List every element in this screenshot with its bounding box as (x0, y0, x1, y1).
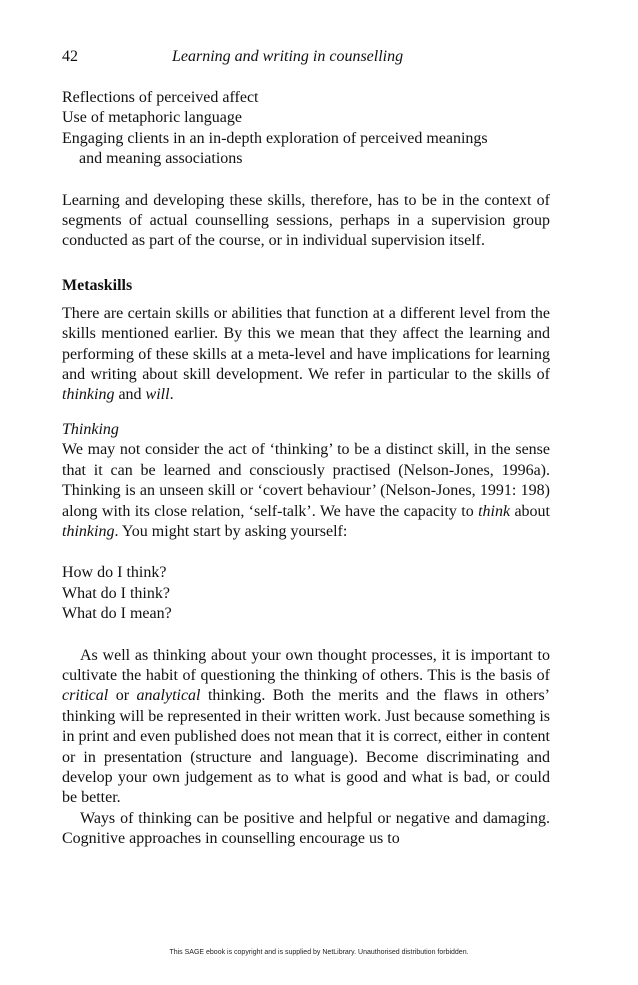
emphasis-thinking: thinking (62, 522, 115, 540)
question-item: What do I mean? (62, 605, 172, 623)
text-run: about (510, 502, 551, 520)
question-list (62, 563, 550, 624)
book-page (62, 40, 550, 850)
emphasis-thinking: thinking (62, 386, 115, 404)
text-run: or (108, 687, 137, 705)
paragraph-metaskills (62, 304, 550, 406)
list-item: Engaging clients in an in-depth exploration of perceived meanings (62, 129, 488, 147)
text-run: As well as thinking about your own thought processes, it is important to cultivate the habit of questioning the thinking of others. This is the basis of (62, 646, 550, 684)
list-item: Reflections of perceived affect (62, 89, 259, 106)
text-run: . (169, 386, 174, 404)
text-run: thinking. Both the merits and the flaws in others’ thinking will be represented in their written work. Just because something is in print and even published does not mean that it is correct, either in content or in presentation (structure and language). Become discriminating and develop your own judgement as to what is good and what is bad, or could be better. (62, 687, 551, 807)
page-header (62, 40, 550, 74)
question-item: What do I think? (62, 584, 170, 602)
running-title: Learning and writing in counselling (172, 48, 404, 65)
paragraph-ways-of-thinking: Ways of thinking can be positive and helpful or negative and damaging. Cognitive approaches in counselling encourage us to (62, 809, 550, 848)
text-run: and (114, 386, 146, 404)
list-item-continuation: and meaning associations (79, 150, 243, 168)
skills-list (62, 88, 550, 170)
text-run: . You might start by asking yourself: (114, 522, 348, 540)
copyright-footer: This SAGE ebook is copyright and is supplied by NetLibrary. Unauthorised distribution forbidden. (169, 949, 469, 956)
page-number: 42 (62, 48, 78, 65)
emphasis-analytical: analytical (136, 687, 201, 705)
paragraph-thinking (62, 440, 550, 542)
subheading-thinking: Thinking (62, 420, 119, 438)
emphasis-think: think (478, 502, 511, 520)
paragraph-learning-skills: Learning and developing these skills, therefore, has to be in the context of segments of actual counselling sessions, perhaps in a supervision group conducted as part of the course, or in individual supervision itself. (62, 191, 550, 250)
list-item: Use of metaphoric language (62, 109, 242, 127)
emphasis-critical: critical (62, 687, 109, 705)
text-run: There are certain skills or abilities that function at a different level from the skills mentioned earlier. By this we mean that they affect the learning and performing of these skills at a meta-level and have implications for learning and writing about skill development. We refer in particular to the skills of (62, 304, 550, 384)
paragraph-critical-thinking (62, 646, 550, 809)
section-heading-metaskills: Metaskills (62, 276, 133, 294)
question-item: How do I think? (62, 564, 167, 582)
text-run: We may not consider the act of ‘thinking’ to be a distinct skill, in the sense that it can be learned and consciously practised (Nelson-Jones, 1996a). Thinking is an unseen skill or ‘covert behaviour’ (Nelson-Jones, 1991: 198) along with its close relation, ‘self-talk’. We have the capacity to (62, 441, 550, 520)
emphasis-will: will (145, 386, 170, 404)
